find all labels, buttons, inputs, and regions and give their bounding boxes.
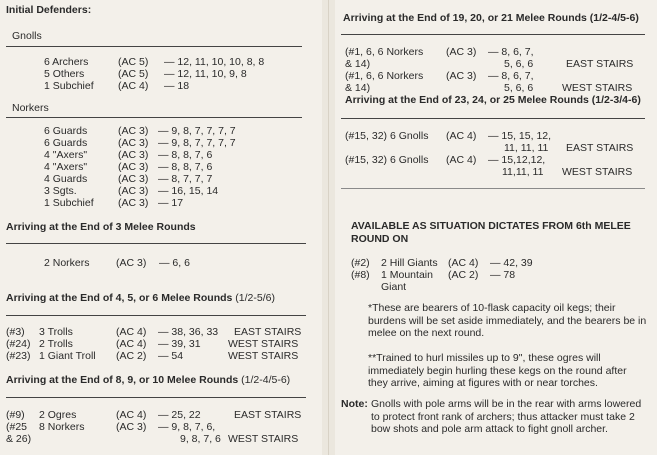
hp: — 16, 15, 14 [158,185,219,197]
heading-text: Arriving at the End of 4, 5, or 6 Melee Rounds [6,292,233,304]
heading-3-rounds: Arriving at the End of 3 Melee Rounds [6,221,196,233]
rule [6,117,302,118]
available-heading-continued: ROUND ON [351,233,409,245]
unit: 3 Sgts. [44,185,77,197]
unit: 6 Guards [44,125,88,137]
hp: — 6, 6 [159,257,190,269]
unit: 4 "Axers" [44,149,88,161]
ac: (AC 4) [446,130,477,142]
ac: (AC 3) [118,161,149,173]
location: EAST STAIRS [566,142,634,154]
hp: — 18 [164,80,190,92]
gnolls-label: Gnolls [12,30,42,42]
unit: 2 Hill Giants [381,257,438,269]
ref-unit: (#15, 32) 6 Gnolls [345,130,429,142]
rule [341,118,645,119]
unit: 1 Subchief [44,80,94,92]
unit: 6 Archers [44,56,89,68]
ac: (AC 4) [446,154,477,166]
hp-continued: 5, 6, 6 [504,82,534,94]
unit: 1 Mountain [381,269,433,281]
ref-continued: & 14) [345,82,371,94]
unit: 3 Trolls [39,326,73,338]
heading-odds: (1/2-4/5-6) [241,374,291,386]
ref: (#9) [6,409,25,421]
ref-unit: (#15, 32) 6 Gnolls [345,154,429,166]
unit: 2 Norkers [44,257,90,269]
unit: 4 Guards [44,173,88,185]
ref: (#8) [351,269,370,281]
location: EAST STAIRS [566,58,634,70]
hp: — 17 [158,197,184,209]
hp: — 9, 8, 7, 7, 7, 7 [158,137,236,149]
ac: (AC 5) [118,68,149,80]
ac: (AC 4) [116,338,147,350]
ref: (#24) [6,338,31,350]
ref-continued: & 26) [6,433,32,445]
unit: 8 Norkers [39,421,85,433]
ac: (AC 3) [118,125,149,137]
heading-19-20-21-rounds: Arriving at the End of 19, 20, or 21 Melee Rounds (1/2-4/5-6) [343,12,639,24]
ac: (AC 5) [118,56,149,68]
ac: (AC 3) [446,46,477,58]
ref: (#25 [6,421,28,433]
norkers-label: Norkers [12,102,49,114]
rule [341,188,645,189]
ac: (AC 2) [116,350,147,362]
footnote-oil-kegs: *These are bearers of 10-flask capacity oil kegs; their burdens will be set aside immediately, and the bearers be in melee on the next round. [368,302,647,339]
unit: 6 Guards [44,137,88,149]
hp: — 8, 7, 7, 7 [158,173,213,185]
page-fold [328,0,329,455]
rule [341,34,645,35]
ac: (AC 4) [118,80,149,92]
hp-continued: 11, 11, 11 [504,142,549,154]
rule [6,397,306,398]
ac: (AC 3) [118,185,149,197]
ac: (AC 3) [118,173,149,185]
hp: — 15, 15, 12, [488,130,552,142]
unit: 1 Subchief [44,197,94,209]
unit: 2 Trolls [39,338,73,350]
unit: 4 "Axers" [44,161,88,173]
hp-continued: 9, 8, 7, 6 [180,433,221,445]
hp: — 38, 36, 33 [158,326,219,338]
hp: — 42, 39 [490,257,533,269]
location: EAST STAIRS [234,326,302,338]
initial-defenders-heading: Initial Defenders: [6,4,92,16]
rule [6,243,306,244]
unit-continued: Giant [381,281,407,293]
hp: — 9, 8, 7, 7, 7, 7 [158,125,236,137]
location: WEST STAIRS [228,338,299,350]
ac: (AC 3) [446,70,477,82]
rule [6,315,306,316]
ac: (AC 3) [118,149,149,161]
ac: (AC 4) [448,257,479,269]
ref: (#3) [6,326,25,338]
hp: — 78 [490,269,516,281]
hp: — 9, 8, 7, 6, [158,421,216,433]
hp: — 8, 6, 7, [488,70,534,82]
heading-text: Arriving at the End of 8, 9, or 10 Melee Rounds [6,374,239,386]
heading-4-5-6-rounds [6,292,275,304]
ref: (#23) [6,350,31,362]
hp: — 54 [158,350,184,362]
location: WEST STAIRS [562,82,633,94]
heading-8-9-10-rounds [6,374,290,386]
note-label: Note: [341,398,368,410]
hp: — 12, 11, 10, 9, 8 [164,68,247,80]
location: WEST STAIRS [228,350,299,362]
ac: (AC 4) [116,326,147,338]
footnote-ogres: **Trained to hurl missiles up to 9", these ogres will immediately begin hurling these kegs on the round after they arrive, aiming at figures with or near torches. [368,352,627,389]
unit: 1 Giant Troll [39,350,96,362]
hp: — 8, 8, 7, 6 [158,161,213,173]
hp: — 39, 31 [158,338,201,350]
ref-continued: & 14) [345,58,371,70]
hp: — 15,12,12, [488,154,546,166]
location: WEST STAIRS [562,166,633,178]
hp: — 12, 11, 10, 10, 8, 8 [164,56,265,68]
hp-continued: 11,11, 11 [502,166,544,178]
ref: (#2) [351,257,370,269]
location: WEST STAIRS [228,433,299,445]
ref-unit: (#1, 6, 6 Norkers [345,46,424,58]
ac: (AC 2) [448,269,479,281]
ac: (AC 3) [118,137,149,149]
hp: — 8, 8, 7, 6 [158,149,213,161]
hp: — 8, 6, 7, [488,46,534,58]
hp: — 25, 22 [158,409,201,421]
ac: (AC 3) [116,421,147,433]
ac: (AC 3) [118,197,149,209]
available-heading: AVAILABLE AS SITUATION DICTATES FROM 6th MELEE [351,220,631,232]
ref-unit: (#1, 6, 6 Norkers [345,70,424,82]
hp-continued: 5, 6, 6 [504,58,534,70]
rule [6,46,302,47]
heading-odds: (1/2-5/6) [235,292,275,304]
note-gnolls: Gnolls with pole arms will be in the rear with arms lowered to protect front rank of archers; thus attacker must take 2 bow shots and pole arm attack to fight gnoll archer. [371,398,642,435]
unit: 5 Others [44,68,85,80]
ac: (AC 3) [116,257,147,269]
location: EAST STAIRS [234,409,302,421]
ac: (AC 4) [116,409,147,421]
heading-23-24-25-rounds: Arriving at the End of 23, 24, or 25 Melee Rounds (1/2-3/4-6) [345,94,641,106]
unit: 2 Ogres [39,409,77,421]
